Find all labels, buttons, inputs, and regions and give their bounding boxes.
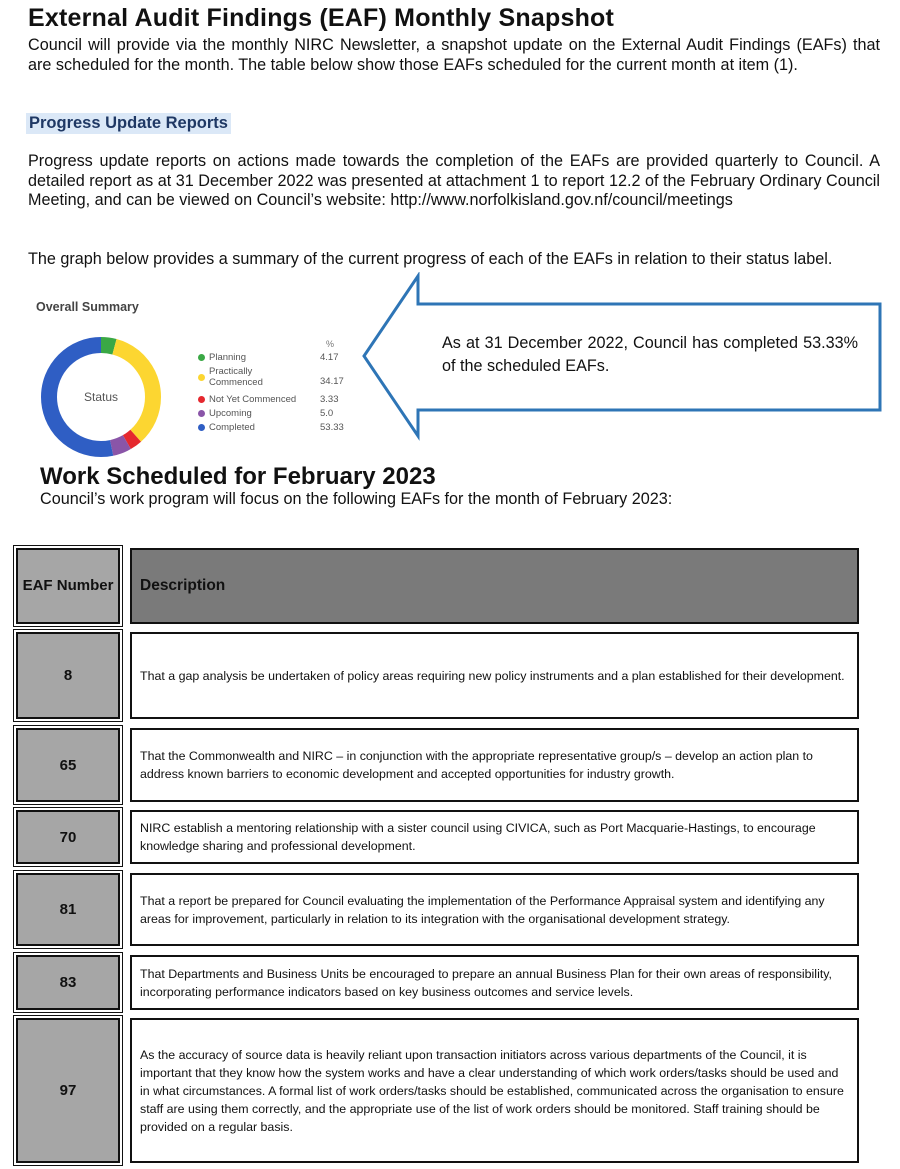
legend-value: 53.33 <box>320 422 344 433</box>
graph-intro-paragraph: The graph below provides a summary of the current progress of each of the EAFs in relation to their status label. <box>28 250 833 268</box>
header-description: Description <box>130 548 859 624</box>
table-row <box>16 1018 859 1163</box>
progress-heading: Progress Update Reports <box>26 113 231 134</box>
eaf-number-cell: 81 <box>16 873 120 946</box>
eaf-description-text: That Departments and Business Units be encouraged to prepare an annual Business Plan for their own areas of responsibility, incorporating performance indicators based on key business outcomes and service levels. <box>140 966 832 999</box>
legend-entry <box>198 366 358 388</box>
eaf-description-text: That a gap analysis be undertaken of policy areas requiring new policy instruments and a plan established for their development. <box>140 668 845 683</box>
table-row <box>16 810 859 864</box>
eaf-description-text: NIRC establish a mentoring relationship with a sister council using CIVICA, such as Port Macquarie-Hastings, to encourage knowledge sharing and professional development. <box>140 821 816 853</box>
eaf-number-cell: 65 <box>16 728 120 802</box>
eaf-number-cell: 97 <box>16 1018 120 1163</box>
legend-label: Planning <box>209 352 246 363</box>
legend-dot-icon <box>198 374 205 381</box>
donut-center-label: Status <box>83 390 119 404</box>
legend-label: Upcoming <box>209 408 252 419</box>
eaf-number-cell: 83 <box>16 955 120 1010</box>
progress-paragraph: Progress update reports on actions made towards the completion of the EAFs are provided quarterly to Council. A detailed report as at 31 December 2022 was presented at attachment 1 to report 12.2 of the February Ordinary Council Meeting, and can be viewed on Council’s website: http://www.norfolkisland.gov.nf/council/meetings <box>28 152 880 209</box>
table-row <box>16 728 859 802</box>
legend-dot-icon <box>198 410 205 417</box>
eaf-description-cell <box>130 955 859 1010</box>
eaf-description-cell <box>130 873 859 946</box>
eaf-description-text: As the accuracy of source data is heavily reliant upon transaction initiators across various departments of the Council, it is important that they know how the system works and have a clear understanding of which work orders/tasks should be used and in what circumstances. A formal list of work orders/tasks should be established, communicated across the organisation to ensure staff are using them correctly, and the appropriate use of the list of work orders should be monitored. Staff training should be provided on a regular basis. <box>140 1047 844 1134</box>
legend-entry <box>198 408 358 419</box>
eaf-description-text: That a report be prepared for Council evaluating the implementation of the Performance Appraisal system and identifying any areas for improvement, particularly in relation to its integration with the organisational development strategy. <box>140 893 825 926</box>
legend-value: 4.17 <box>320 352 339 363</box>
work-intro: Council’s work program will focus on the following EAFs for the month of February 2023: <box>40 490 673 508</box>
eaf-description-text: That the Commonwealth and NIRC – in conjunction with the appropriate representative group/s – develop an action plan to address known barriers to economic development and accepted opportunities for industry growth. <box>140 749 813 781</box>
eaf-description-cell <box>130 1018 859 1163</box>
eaf-description-cell <box>130 810 859 864</box>
legend-label: Completed <box>209 422 255 433</box>
table-row <box>16 632 859 719</box>
eaf-description-cell <box>130 728 859 802</box>
legend-label: Practically Commenced <box>209 366 263 388</box>
legend-entry <box>198 352 358 363</box>
legend-dot-icon <box>198 354 205 361</box>
legend-dot-icon <box>198 396 205 403</box>
eaf-number-cell: 8 <box>16 632 120 719</box>
eaf-number-cell: 70 <box>16 810 120 864</box>
legend-entry <box>198 422 358 433</box>
legend-label: Not Yet Commenced <box>209 394 297 405</box>
table-row <box>16 955 859 1010</box>
table-row <box>16 873 859 946</box>
legend-dot-icon <box>198 424 205 431</box>
status-donut-chart <box>36 332 166 462</box>
eaf-description-cell <box>130 632 859 719</box>
callout-text: As at 31 December 2022, Council has completed 53.33% of the scheduled EAFs. <box>442 334 858 375</box>
work-heading: Work Scheduled for February 2023 <box>40 463 436 490</box>
page-title: External Audit Findings (EAF) Monthly Snapshot <box>28 4 615 32</box>
table-header-row <box>16 548 859 624</box>
legend-value: 3.33 <box>320 394 339 405</box>
legend-value-header: % <box>326 339 335 349</box>
chart-title: Overall Summary <box>36 300 139 314</box>
intro-paragraph: Council will provide via the monthly NIRC Newsletter, a snapshot update on the External Audit Findings (EAFs) that are scheduled for the month. The table below show those EAFs scheduled for the current month at item (1). <box>28 36 880 74</box>
legend-entry <box>198 394 358 405</box>
legend-value: 5.0 <box>320 408 334 419</box>
legend-value: 34.17 <box>320 376 344 387</box>
header-eaf-number: EAF Number <box>16 548 120 624</box>
